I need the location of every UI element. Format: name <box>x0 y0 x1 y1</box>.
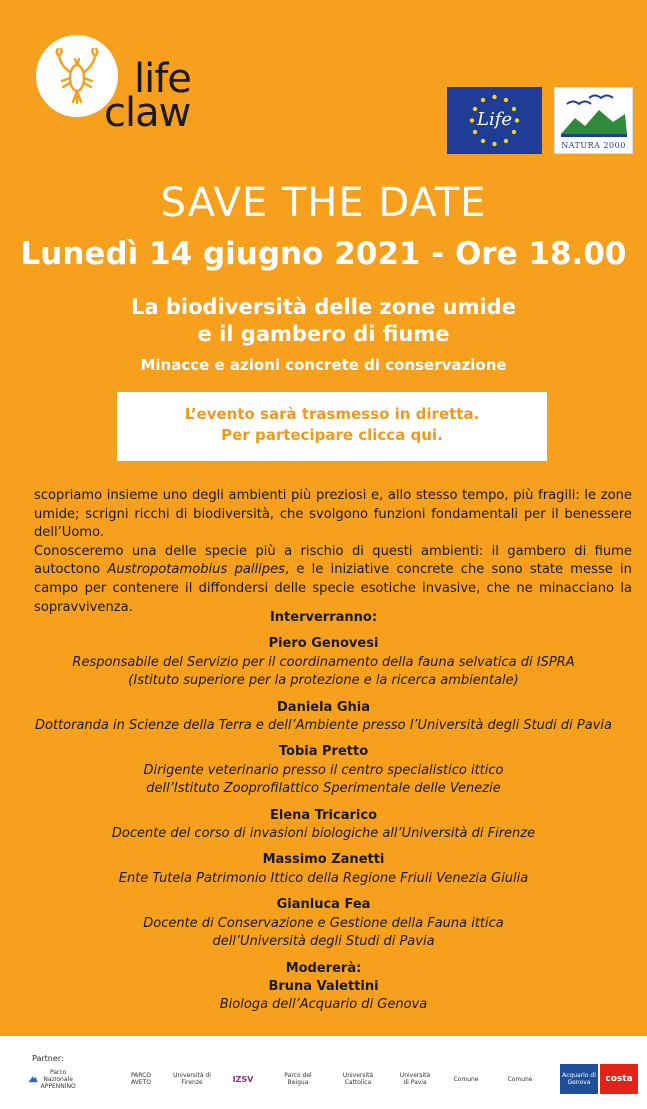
moderator-heading: Modererà: <box>285 960 362 976</box>
intro-text <box>34 487 632 617</box>
speaker-role: dell’Università degli Studi di Pavia <box>212 934 435 950</box>
partner-logo: Comune <box>453 1075 479 1083</box>
logo-word-life: life <box>134 56 191 102</box>
speaker-role: Docente del corso di invasioni biologiche all’Università di Firenze <box>111 826 536 842</box>
partner-logo: Parco Nazionale APPENNINO <box>28 1064 78 1094</box>
partner-logo: Parco del Beigua <box>284 1072 312 1086</box>
join-link-text[interactable]: Per partecipare clicca qui. <box>221 426 443 444</box>
save-the-date-heading: SAVE THE DATE <box>160 180 487 226</box>
speaker-role: Dottoranda in Scienze della Terra e dell’Ambiente presso l’Università degli Studi di Pavia <box>35 718 612 734</box>
partner-logo: Acquario di Genova <box>560 1064 598 1094</box>
event-title-line-1: La biodiversità delle zone umide <box>131 295 516 319</box>
logo-word-claw: claw <box>104 90 191 136</box>
partner-logo: IZSV <box>232 1074 254 1084</box>
natura-2000-logo <box>554 87 633 154</box>
partner-logo: Università di Pavia <box>399 1072 431 1086</box>
speaker-role: Responsabile del Servizio per il coordinamento della fauna selvatica di ISPRA <box>72 654 575 670</box>
partner-logo: Università Cattolica <box>342 1072 374 1086</box>
speakers-section <box>0 609 647 1015</box>
speaker-name: Daniela Ghia <box>277 699 370 715</box>
speaker-name: Tobia Pretto <box>278 744 369 760</box>
speaker-name: Piero Genovesi <box>268 636 379 652</box>
speaker-name: Elena Tricarico <box>270 807 377 823</box>
speaker-name: Gianluca Fea <box>276 897 371 913</box>
partners-footer <box>0 1036 647 1109</box>
crayfish-icon <box>49 46 105 106</box>
partner-logo: PARCO AVETO <box>130 1072 152 1086</box>
natura-2000-icon <box>555 88 632 142</box>
species-name: Austropotamobius pallipes <box>107 562 285 578</box>
partner-label: Partner: <box>32 1054 64 1063</box>
appennino-icon <box>28 1071 38 1087</box>
speaker-role: (Istituto superiore per la protezione e la ricerca ambientale) <box>128 673 519 689</box>
moderator-role: Biologa dell’Acquario di Genova <box>219 997 428 1013</box>
event-date-time: Lunedì 14 giugno 2021 - Ore 18.00 <box>20 236 627 272</box>
eu-life-logo <box>447 87 542 154</box>
eu-life-label: Life <box>476 109 513 130</box>
moderator-name: Bruna Valettini <box>268 978 379 994</box>
speaker-role: dell’Istituto Zooprofilattico Sperimentale delle Venezie <box>146 781 501 797</box>
partner-logo: Comune <box>507 1075 533 1083</box>
intro-paragraph-2: Conosceremo una delle specie più a rischio di questi ambienti: il gambero di fiume autoctono Austropotamobius pallipes, e le iniziative concrete che sono state messe in campo per contenere il diffondersi delle specie esotiche invasive, che ne minacciano la sopravvivenza. <box>34 543 632 615</box>
live-stream-link-box[interactable] <box>117 392 547 461</box>
event-subtitle: Minacce e azioni concrete di conservazione <box>140 356 507 374</box>
logo-wordmark <box>104 56 191 136</box>
speaker-name: Massimo Zanetti <box>262 852 385 868</box>
natura-2000-label: NATURA 2000 <box>561 141 626 150</box>
speaker-role: Ente Tutela Patrimonio Ittico della Regione Friuli Venezia Giulia <box>118 870 529 886</box>
intro-paragraph-1: scopriamo insieme uno degli ambienti più preziosi e, allo stesso tempo, più fragili: le zone umide; scrigni ricchi di biodiversità, che svolgono funzioni fondamentali per il benessere dell’Uomo. <box>34 488 632 541</box>
live-stream-notice: L’evento sarà trasmesso in diretta. <box>184 405 480 423</box>
speaker-role: Dirigente veterinario presso il centro specialistico ittico <box>143 762 504 778</box>
partner-logo: costa <box>600 1064 638 1094</box>
event-title <box>0 294 647 348</box>
partner-logo: Università di Firenze <box>173 1072 211 1086</box>
speaker-role: Docente di Conservazione e Gestione della Fauna ittica <box>143 915 504 931</box>
event-title-line-2: e il gambero di fiume <box>197 322 450 346</box>
speakers-heading: Interverranno: <box>269 610 378 625</box>
header <box>0 0 647 175</box>
